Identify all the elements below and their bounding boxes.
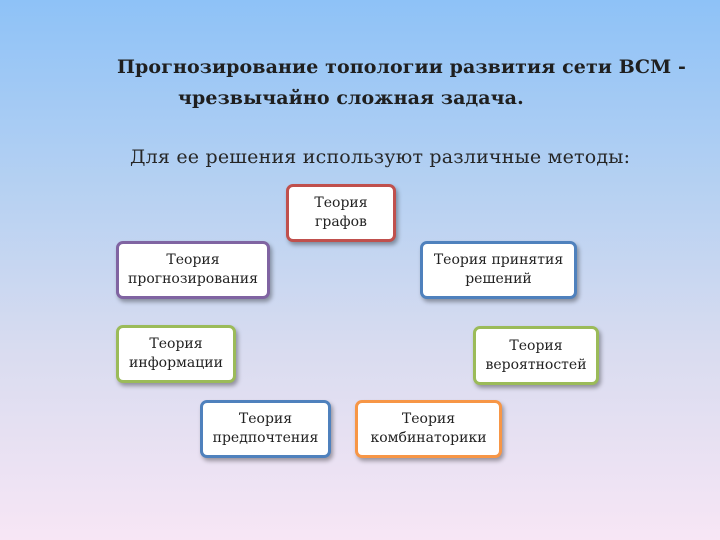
method-box-preference-theory xyxy=(200,400,331,458)
method-label-information-theory: Теория информации xyxy=(129,336,223,371)
method-box-forecasting-theory xyxy=(116,241,270,299)
method-label-combinatorics-theory: Теория комбинаторики xyxy=(370,411,487,446)
method-box-probability-theory xyxy=(473,326,599,385)
title-line-2: чрезвычайно сложная задача. xyxy=(178,87,524,109)
method-label-preference-theory: Теория предпочтения xyxy=(212,411,319,446)
method-box-combinatorics-theory xyxy=(355,400,502,458)
method-label-probability-theory: Теория вероятностей xyxy=(485,337,587,373)
title-line-1: Прогнозирование топологии развития сети ВСМ - xyxy=(117,56,686,78)
method-label-graph-theory: Теория графов xyxy=(314,195,368,230)
slide-subtitle: Для ее решения используют различные методы: xyxy=(130,146,631,168)
method-box-information-theory xyxy=(116,325,236,383)
method-box-graph-theory xyxy=(286,184,396,242)
method-box-decision-theory xyxy=(420,241,577,299)
method-label-forecasting-theory: Теория прогнозирования xyxy=(128,252,258,287)
slide-title xyxy=(100,52,700,114)
method-label-decision-theory: Теория принятия решений xyxy=(433,252,564,287)
